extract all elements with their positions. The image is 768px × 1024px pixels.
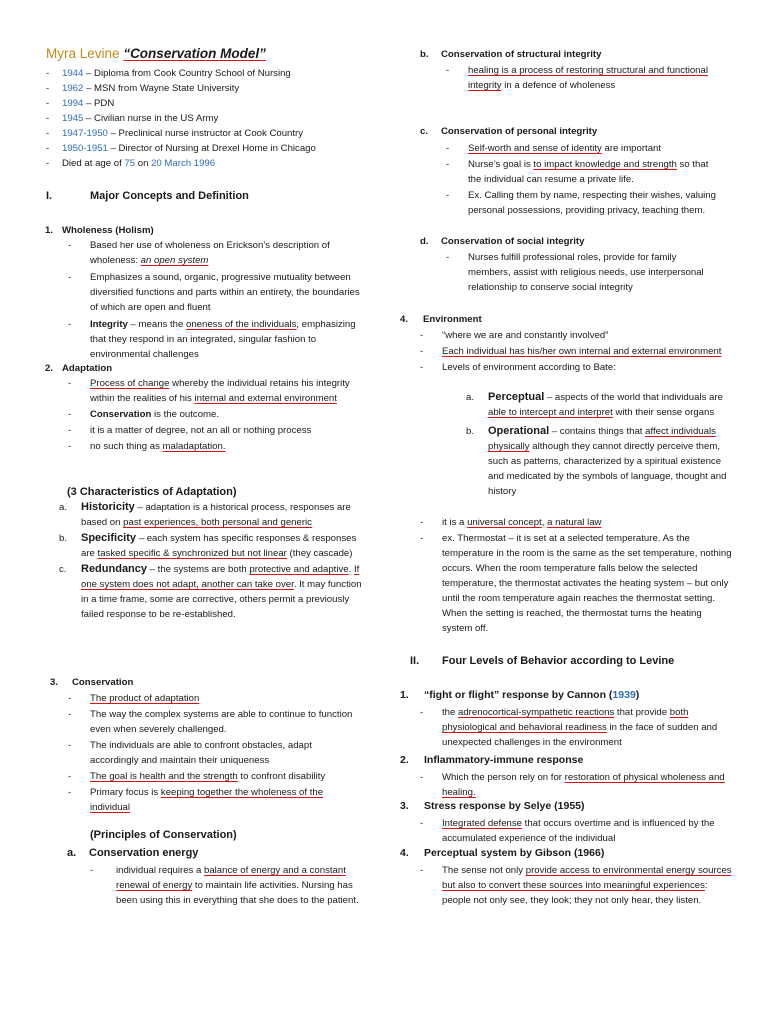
list-item (446, 141, 718, 156)
list-item-text (442, 533, 732, 634)
characteristics-list (59, 500, 371, 623)
list-item-text (90, 787, 323, 813)
list-item (46, 156, 377, 171)
list-item-text (81, 502, 351, 528)
underlined-text: healing is a process of restoring structural and functional integrity (468, 65, 708, 91)
list-item-text (90, 441, 225, 452)
list-item-text (90, 740, 312, 766)
text: – aspects of the world that individuals are (544, 392, 723, 403)
behavior-level-number: 1. (400, 689, 409, 701)
bullet-marker: - (420, 772, 424, 783)
bullet-marker: - (446, 143, 450, 154)
date-text: 75 (124, 158, 136, 169)
bullet-marker: - (420, 517, 424, 528)
text: , emphasizing that they respond in an integrated, singular fashion to environmental challenges (90, 319, 356, 360)
behavior-level (400, 753, 750, 800)
text: – Diploma from Cook Country School of Nursing (83, 68, 291, 79)
text: to confront disability (237, 771, 326, 782)
section-ii-title: Four Levels of Behavior according to Levine (442, 655, 675, 667)
environment-levels-list (466, 390, 734, 503)
underlined-text: past experiences, both personal and generic (123, 517, 312, 528)
list-item (68, 785, 360, 815)
text: Primary focus is (90, 787, 161, 798)
underlined-text: Self-worth and sense of identity (468, 143, 602, 154)
behavior-level-title (424, 688, 639, 703)
section-i-title: Major Concepts and Definition (90, 190, 249, 202)
list-item (420, 344, 722, 359)
bullet-marker: b. (59, 533, 68, 544)
underlined-text: an open system (140, 255, 209, 266)
list-item-text (442, 346, 721, 357)
date-text: 20 March 1996 (151, 158, 216, 169)
bullet-marker: b. (466, 426, 475, 437)
date-text: 1945 (62, 113, 84, 124)
bullet-marker: - (420, 818, 424, 829)
conservation-energy-marker: a. (67, 847, 77, 859)
list-item (68, 439, 360, 454)
underlined-text: to impact knowledge and strength (533, 159, 677, 170)
bullet-marker: - (90, 865, 94, 876)
behavior-level-heading (400, 846, 750, 861)
behavior-level-list (420, 863, 732, 908)
list-item-text (90, 771, 325, 782)
text: – the systems are both (147, 564, 250, 575)
text: – Preclinical nurse instructor at Cook Country (107, 128, 304, 139)
bullet-marker: - (46, 68, 50, 79)
date-text: 1994 (62, 98, 84, 109)
conservation-energy-title: Conservation energy (89, 847, 199, 859)
list-item-text (468, 252, 704, 293)
behavior-level-list (420, 705, 732, 750)
list-item (420, 816, 732, 846)
term: Specificity (81, 532, 137, 544)
text: individual requires a (116, 865, 204, 876)
list-item-text (90, 709, 352, 735)
list-item-text (442, 772, 725, 798)
list-item (46, 96, 377, 111)
underlined-text: tasked specific & synchronized but not linear (97, 548, 287, 559)
bullet-marker: - (68, 409, 72, 420)
list-item-text (442, 707, 717, 748)
list-item (59, 562, 371, 622)
conservation-energy-list (90, 863, 372, 908)
conservation-title: Conservation (72, 677, 134, 688)
text: Based her use of wholeness on Erickson’s description of wholeness: (90, 240, 330, 266)
underlined-text: universal concept (467, 517, 542, 528)
underlined-text: If one system does not adapt, another can take over (81, 564, 360, 590)
list-item (446, 188, 718, 218)
text: – Civilian nurse in the US Army (83, 113, 219, 124)
text: – each system has specific responses & responses are (81, 533, 357, 559)
list-item-text (468, 159, 708, 185)
wholeness-title: Wholeness (Holism) (62, 225, 154, 236)
underlined-text: a natural law (547, 517, 602, 528)
term: Conservation (90, 409, 152, 420)
adaptation-number: 2. (45, 363, 54, 374)
text: it is a matter of degree, not an all or nothing process (90, 425, 312, 436)
social-integrity-list (446, 250, 718, 295)
bullet-marker: c. (59, 564, 67, 575)
term: Perceptual (488, 391, 545, 403)
text: Which the person rely on for (442, 772, 565, 783)
underlined-text: The goal is health and the strength (90, 771, 238, 782)
behavior-level-list (420, 816, 732, 846)
list-item-text (468, 65, 708, 91)
list-item-text (90, 272, 360, 313)
behavior-level-heading (400, 753, 750, 768)
list-item-text (90, 425, 311, 436)
biography-list (46, 66, 377, 171)
term: Redundancy (81, 563, 148, 575)
bullet-marker: - (420, 533, 424, 544)
list-item (420, 360, 722, 375)
section-i-number: I. (46, 190, 53, 202)
behavior-level (400, 846, 750, 908)
bullet-marker: - (46, 143, 50, 154)
adaptation-title: Adaptation (62, 363, 113, 374)
text: “where we are and constantly involved” (442, 330, 609, 341)
conservation-list (68, 691, 360, 816)
text: Ex. Calling them by name, respecting their wishes, valuing personal possessions, providing privacy, teaching them. (468, 190, 716, 216)
behavior-level-title (424, 753, 583, 768)
list-item-text (62, 83, 239, 94)
underlined-text: Each individual has his/her own internal and external environment (442, 346, 722, 357)
personal-integrity-title: Conservation of personal integrity (441, 126, 598, 137)
personal-integrity-list (446, 141, 718, 219)
text: – adaptation is a historical process, responses are based on (81, 502, 351, 528)
text: – contains things that (549, 426, 646, 437)
text: (they cascade) (286, 548, 353, 559)
list-item-text (81, 533, 356, 559)
bullet-marker: - (46, 158, 50, 169)
list-item (68, 238, 360, 268)
text: . It may function in a time frame, some are corrective, others permit a previously failed response to be re-established. (81, 579, 362, 620)
underlined-text: balance of energy and a constant renewal of energy (116, 865, 346, 891)
list-item-text (90, 319, 356, 360)
underlined-text: internal and external environment (194, 393, 337, 404)
environment-title: Environment (423, 314, 482, 325)
bullet-marker: - (46, 98, 50, 109)
text: it is a (442, 517, 468, 528)
bullet-marker: - (68, 787, 72, 798)
text: Levels of environment according to Bate: (442, 362, 616, 373)
list-item (59, 531, 371, 561)
list-item-text (442, 330, 608, 341)
list-item (90, 863, 372, 908)
bullet-marker: - (420, 707, 424, 718)
text: Died at age of (62, 158, 125, 169)
list-item (420, 863, 732, 908)
date-text: 1939 (612, 689, 636, 701)
bullet-marker: a. (466, 392, 475, 403)
list-item (46, 111, 377, 126)
environment-list (420, 328, 722, 376)
principles-heading: (Principles of Conservation) (90, 829, 237, 841)
bullet-marker: - (446, 65, 450, 76)
list-item (68, 407, 360, 422)
bullet-marker: - (68, 319, 72, 330)
bullet-marker: - (68, 441, 72, 452)
list-item-text (442, 865, 732, 906)
structural-integrity-marker: b. (420, 49, 429, 60)
text: on (135, 158, 152, 169)
characteristics-heading: (3 Characteristics of Adaptation) (67, 486, 237, 498)
bullet-marker: - (68, 378, 72, 389)
underlined-text: both physiological and behavioral readiness (442, 707, 689, 733)
text: so that the individual can resume a private life. (468, 159, 709, 185)
list-item-text (90, 409, 219, 420)
list-item-text (62, 143, 316, 154)
date-text: 1962 (62, 83, 84, 94)
list-item-text (116, 865, 359, 906)
list-item (46, 81, 377, 96)
term: Historicity (81, 501, 135, 513)
bullet-marker: - (68, 272, 72, 283)
text: Perceptual system by Gibson (1966) (424, 847, 605, 859)
list-item-text (488, 392, 723, 418)
bullet-marker: - (68, 240, 72, 251)
text: ex. Thermostat – it is set at a selected temperature. As the temperature in the room is the same as the set temperature, nothing occurs. When the room temperature falls below the selected temperature, the thermostat activates the heating system – but only until the room temperature again reaches the thermostat setting. When the setting is reached, the thermostat turns the heating system off. (442, 533, 732, 634)
text: whereby the individual retains his integrity within the realities of his (90, 378, 350, 404)
bullet-marker: - (420, 346, 424, 357)
underlined-text: restoration of physical wholeness and healing. (442, 772, 725, 798)
document-title (46, 46, 376, 61)
list-item-text (468, 143, 661, 154)
bullet-marker: - (46, 83, 50, 94)
text: The way the complex systems are able to continue to function even when severely challenged. (90, 709, 353, 735)
list-item (446, 250, 718, 295)
list-item (68, 707, 360, 737)
list-item-text (468, 190, 716, 216)
list-item-text (62, 98, 114, 109)
section-i-heading (46, 189, 376, 204)
bullet-marker: - (68, 771, 72, 782)
behavior-level (400, 799, 750, 846)
text: although they cannot directly perceive them, such as patterns, characterized by a spiritual existence and medicated by the symbols of language, thought and history (488, 441, 727, 497)
underlined-text: protective and adaptive (249, 564, 349, 575)
text: – MSN from Wayne State University (83, 83, 240, 94)
behavior-level-heading (400, 688, 750, 703)
text: no such thing as (90, 441, 163, 452)
list-item-text (62, 68, 291, 79)
behavior-level-list (420, 770, 732, 800)
behavior-level-number: 2. (400, 754, 409, 766)
list-item (420, 515, 732, 530)
structural-integrity-title: Conservation of structural integrity (441, 49, 602, 60)
behavior-level-title (424, 846, 604, 861)
bullet-marker: - (68, 425, 72, 436)
bullet-marker: - (420, 865, 424, 876)
text: with their sense organs (612, 407, 715, 418)
section-ii-number: II. (410, 655, 420, 667)
text: to maintain life activities. Nursing has been using this in everything that she does to the patient. (116, 880, 359, 906)
underlined-text: able to intercept and interpret (488, 407, 613, 418)
text: : people not only see, they look; they not only hear, they listen. (442, 880, 708, 906)
underlined-text: Process of change (90, 378, 170, 389)
behavior-level-heading (400, 799, 750, 814)
list-item (420, 328, 722, 343)
bullet-marker: - (46, 113, 50, 124)
date-text: 1947-1950 (62, 128, 108, 139)
text: “fight or flight” response by Cannon ( (424, 689, 613, 701)
text: , (541, 517, 548, 528)
underlined-text: maladaptation. (162, 441, 226, 452)
bullet-marker: - (68, 693, 72, 704)
date-text: 1944 (62, 68, 84, 79)
underlined-text: affect individuals physically (488, 426, 716, 452)
behavior-level-number: 4. (400, 847, 409, 859)
underlined-text: Integrated defense (442, 818, 523, 829)
underlined-text: provide access to environmental energy sources but also to convert these sources into meaningful experiences (442, 865, 732, 891)
list-item (68, 423, 360, 438)
list-item-text (62, 128, 303, 139)
bullet-marker: - (46, 128, 50, 139)
behavior-level-title (424, 799, 585, 814)
wholeness-number: 1. (45, 225, 54, 236)
bullet-marker: - (446, 159, 450, 170)
underlined-text: adrenocortical-sympathetic reactions (458, 707, 615, 718)
conservation-number: 3. (50, 677, 59, 688)
list-item-text (442, 818, 715, 844)
behavior-level-number: 3. (400, 800, 409, 812)
social-integrity-marker: d. (420, 236, 429, 247)
text: is the outcome. (151, 409, 220, 420)
list-item-text (90, 378, 350, 404)
text: Nurse’s goal is (468, 159, 534, 170)
text: Emphasizes a sound, organic, progressive mutuality between diversified functions and parts within an entirety, the boundaries of which are open and fluent (90, 272, 360, 313)
wholeness-list (68, 238, 360, 364)
list-item-text (62, 113, 218, 124)
text: Inflammatory-immune response (424, 754, 584, 766)
list-item (466, 424, 734, 499)
list-item (446, 157, 718, 187)
bullet-marker: - (446, 252, 450, 263)
structural-integrity-list (446, 63, 713, 93)
list-item (46, 126, 377, 141)
list-item (46, 66, 377, 81)
text: The sense not only (442, 865, 526, 876)
title-model: “Conservation Model” (123, 46, 266, 61)
text: Nurses fulfill professional roles, provide for family members, assist with religious needs, use interpersonal relationship to conserve social integrity (468, 252, 704, 293)
bullet-marker: - (68, 740, 72, 751)
list-item-text (81, 564, 362, 620)
date-text: 1950-1951 (62, 143, 108, 154)
text: Stress response by Selye (1955) (424, 800, 585, 812)
text: The individuals are able to confront obstacles, adapt accordingly and maintain their uniqueness (90, 740, 312, 766)
environment-number: 4. (400, 314, 409, 325)
text: the (442, 707, 459, 718)
list-item-text (90, 240, 330, 266)
list-item (466, 390, 734, 420)
text: are important (601, 143, 662, 154)
list-item (68, 738, 360, 768)
list-item-text (442, 517, 601, 528)
list-item (68, 317, 360, 362)
bullet-marker: - (420, 330, 424, 341)
list-item (420, 705, 732, 750)
bullet-marker: - (446, 190, 450, 201)
underlined-text: keeping together the wholeness of the individual (90, 787, 324, 813)
social-integrity-title: Conservation of social integrity (441, 236, 585, 247)
list-item-text (90, 693, 199, 704)
bullet-marker: - (420, 362, 424, 373)
term: Integrity (90, 319, 128, 330)
environment-list-2 (420, 515, 732, 637)
text: – PDN (83, 98, 115, 109)
list-item (68, 270, 360, 315)
underlined-text: The product of adaptation (90, 693, 200, 704)
list-item (68, 376, 360, 406)
list-item-text (62, 158, 215, 169)
text: – Director of Nursing at Drexel Home in Chicago (107, 143, 316, 154)
list-item-text (488, 426, 726, 497)
personal-integrity-marker: c. (420, 126, 429, 137)
underlined-text: oneness of the individuals (186, 319, 297, 330)
list-item (420, 770, 732, 800)
list-item-text (442, 362, 616, 373)
list-item (68, 691, 360, 706)
bullet-marker: a. (59, 502, 68, 513)
list-item (446, 63, 713, 93)
list-item (420, 531, 732, 636)
text: ) (635, 689, 640, 701)
text: in a defence of wholeness (501, 80, 616, 91)
text: that provide (614, 707, 670, 718)
bullet-marker: - (68, 709, 72, 720)
text: that occurs overtime and is influenced by the accumulated experience of the individual (442, 818, 715, 844)
term: Operational (488, 425, 550, 437)
adaptation-list (68, 376, 360, 455)
text: – means the (127, 319, 186, 330)
list-item (46, 141, 377, 156)
list-item (59, 500, 371, 530)
behavior-level (400, 688, 750, 750)
title-name: Myra Levine (46, 46, 120, 61)
text: . (348, 564, 354, 575)
text: in the face of sudden and unexpected challenges in the environment (442, 722, 718, 748)
list-item (68, 769, 360, 784)
